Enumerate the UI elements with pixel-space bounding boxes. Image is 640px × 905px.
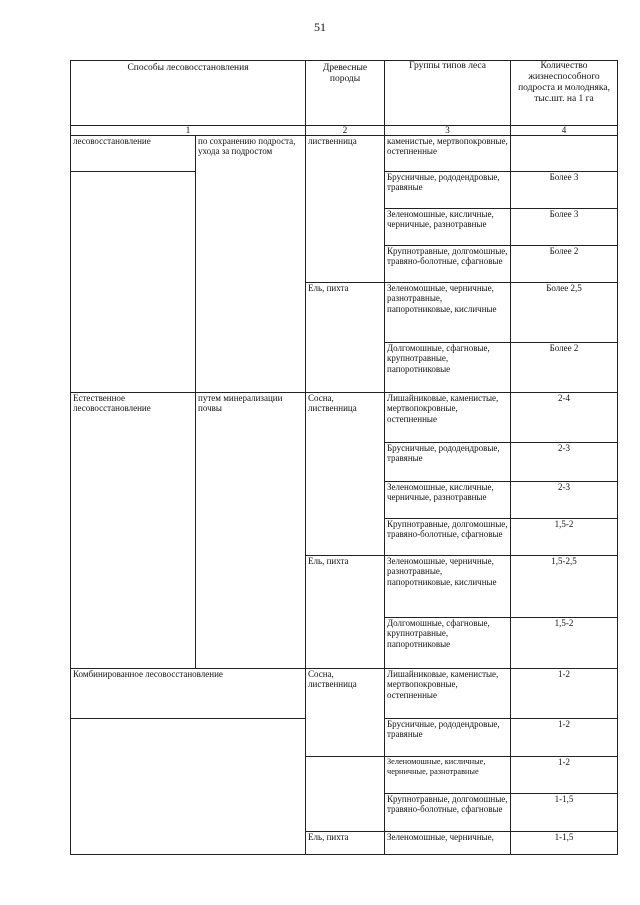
forest-group-cell: Зеленомошные, кисличные, черничные, разнотравные bbox=[385, 757, 511, 794]
quantity-cell: 1-1,5 bbox=[511, 832, 618, 855]
forest-group-cell: Брусничные, рододендровые, травяные bbox=[385, 719, 511, 757]
quantity-cell: 1-2 bbox=[511, 719, 618, 757]
header-quantity: Количество жизнеспособного подроста и молодняка, тыс.шт. на 1 га bbox=[511, 61, 618, 126]
species-cell: Сосна, лиственница bbox=[306, 669, 385, 757]
table-row bbox=[71, 669, 618, 719]
header-species: Древесные породы bbox=[306, 61, 385, 126]
column-number-1: 1 bbox=[71, 126, 306, 136]
quantity-cell: 1,5-2 bbox=[511, 618, 618, 669]
quantity-cell: 2-4 bbox=[511, 393, 618, 443]
forest-group-cell: Лишайниковые, каменистые, мертвопокровные, остепненные bbox=[385, 669, 511, 719]
forest-group-cell: Крупнотравные, долгомошные, травяно-болотные, сфагновые bbox=[385, 794, 511, 832]
quantity-cell: Более 2 bbox=[511, 343, 618, 393]
submethod-cell: путем минерализации почвы bbox=[196, 393, 306, 669]
quantity-cell: 1-1,5 bbox=[511, 794, 618, 832]
quantity-cell bbox=[511, 136, 618, 172]
quantity-cell: 1-2 bbox=[511, 757, 618, 794]
column-numbers-row bbox=[71, 126, 618, 136]
forest-group-cell: Брусничные, рододендровые, травяные bbox=[385, 172, 511, 209]
quantity-cell: 2-3 bbox=[511, 482, 618, 519]
method-cell-continued bbox=[71, 172, 196, 393]
species-cell: лиственница bbox=[306, 136, 385, 283]
forest-group-cell: Долгомошные, сфагновые, крупнотравные, папоротниковые bbox=[385, 343, 511, 393]
species-cell-continued bbox=[306, 757, 385, 832]
method-cell-continued bbox=[71, 719, 306, 855]
reforestation-table bbox=[70, 60, 618, 855]
species-cell: Ель, пихта bbox=[306, 283, 385, 393]
forest-group-cell: Зеленомошные, черничные, bbox=[385, 832, 511, 855]
header-forest-groups: Группы типов леса bbox=[385, 61, 511, 126]
page-number: 51 bbox=[314, 20, 326, 34]
column-number-2: 2 bbox=[306, 126, 385, 136]
quantity-cell: Более 2 bbox=[511, 246, 618, 283]
quantity-cell: Более 3 bbox=[511, 172, 618, 209]
species-cell: Ель, пихта bbox=[306, 556, 385, 669]
forest-group-cell: Зеленомошные, кисличные, черничные, разнотравные bbox=[385, 209, 511, 246]
quantity-cell: 1-2 bbox=[511, 669, 618, 719]
column-number-3: 3 bbox=[385, 126, 511, 136]
table-row bbox=[71, 393, 618, 443]
forest-group-cell: Лишайниковые, каменистые, мертвопокровные, остепненные bbox=[385, 393, 511, 443]
header-methods: Способы лесовосстановления bbox=[71, 61, 306, 126]
table-header-row bbox=[71, 61, 618, 126]
submethod-cell: по сохранению подроста, ухода за подростом bbox=[196, 136, 306, 393]
species-cell: Сосна, лиственница bbox=[306, 393, 385, 556]
forest-group-cell: Долгомошные, сфагновые, крупнотравные, папоротниковые bbox=[385, 618, 511, 669]
forest-group-cell: Брусничные, рододендровые, травяные bbox=[385, 443, 511, 482]
column-number-4: 4 bbox=[511, 126, 618, 136]
method-cell: лесовосстановление bbox=[71, 136, 196, 172]
quantity-cell: Более 2,5 bbox=[511, 283, 618, 343]
forest-group-cell: Крупнотравные, долгомошные, травяно-болотные, сфагновые bbox=[385, 519, 511, 556]
species-cell: Ель, пихта bbox=[306, 832, 385, 855]
forest-group-cell: Зеленомошные, черничные, разнотравные, папоротниковые, кисличные bbox=[385, 283, 511, 343]
forest-group-cell: Крупнотравные, долгомошные, травяно-болотные, сфагновые bbox=[385, 246, 511, 283]
quantity-cell: 1,5-2 bbox=[511, 519, 618, 556]
forest-group-cell: Зеленомошные, кисличные, черничные, разнотравные bbox=[385, 482, 511, 519]
method-cell: Комбинированное лесовосстановление bbox=[71, 669, 306, 719]
quantity-cell: 1,5-2,5 bbox=[511, 556, 618, 618]
forest-group-cell: каменистые, мертвопокровные, остепненные bbox=[385, 136, 511, 172]
quantity-cell: Более 3 bbox=[511, 209, 618, 246]
table-row bbox=[71, 136, 618, 172]
method-cell: Естественное лесовосстановление bbox=[71, 393, 196, 669]
quantity-cell: 2-3 bbox=[511, 443, 618, 482]
forest-group-cell: Зеленомошные, черничные, разнотравные, папоротниковые, кисличные bbox=[385, 556, 511, 618]
